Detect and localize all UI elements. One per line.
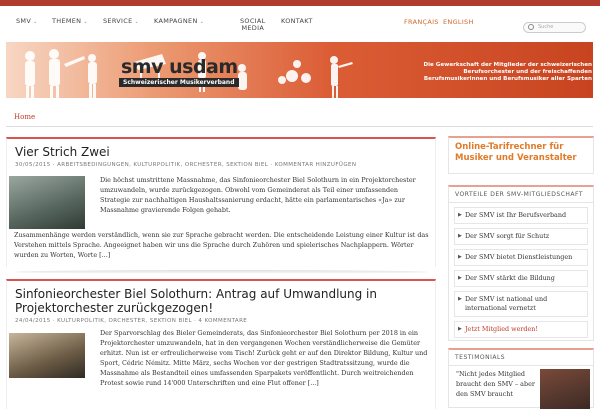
- nav-item-kampagnen[interactable]: KAMPAGNEN ⌄: [154, 17, 205, 25]
- vorteile-heading: VORTEILE DER SMV-MITGLIEDSCHAFT: [449, 187, 593, 203]
- testimonial-photo: [540, 369, 590, 409]
- chevron-right-icon: ▶: [458, 254, 462, 260]
- post-title[interactable]: Sinfonieorchester Biel Solothurn: Antrag auf Umwandlung in Projektorchester zurückgezogen!: [15, 287, 377, 315]
- content-divider: [6, 126, 593, 127]
- breadcrumb-home[interactable]: Home: [14, 113, 36, 121]
- chevron-right-icon: ▶: [458, 326, 462, 332]
- chevron-right-icon: ▶: [458, 296, 462, 302]
- header-banner[interactable]: [6, 42, 593, 98]
- post-excerpt-2: Zusammenhänge werden verständlich, wenn sie zur Sprache gebracht werden. Die entscheidende Leistung einer Kultur ist das Verstehen mittels Sprache. Angeeignet haben wir uns die Sprache durch Zuhören und spielerisches Nachplappern. Wörter wurden zu Worten, Worte [...]: [14, 231, 429, 259]
- chevron-down-icon: ⌄: [199, 19, 205, 25]
- chevron-down-icon: ⌄: [134, 19, 140, 25]
- nav-item-service[interactable]: SERVICE ⌄: [103, 17, 140, 25]
- vorteil-vernetzt-link[interactable]: ▶ Der SMV ist national und international vernetzt: [454, 291, 588, 317]
- smv-logo-text: smv usdam: [121, 56, 238, 78]
- nav-item-social-media[interactable]: SOCIAL MEDIA: [240, 17, 266, 32]
- post-excerpt: Die höchst umstrittene Massnahme, das Sinfonieorchester Biel Solothurn in ein Projektorchester umzuwandeln, wurde zurückgezogen. Obwohl vom Gemeinderat als Teil einer umfassenden Strategie zur nachhaltigen Haushaltssanierung erdacht, hätte ein parlamentarisches «Ja» zur Massnahme gravierende Folgen gehabt.: [100, 176, 416, 214]
- post-meta: 30/05/2015 · ARBEITSBEDINGUNGEN, KULTURPOLITIK, ORCHESTER, SEKTION BIEL · KOMMENTAR HINZUFÜGEN: [15, 162, 357, 168]
- lang-francais-link[interactable]: FRANÇAIS: [404, 18, 439, 26]
- search-placeholder: Suche: [538, 24, 554, 30]
- search-icon: [528, 24, 534, 30]
- testimonials-heading: TESTIMONIALS: [449, 350, 593, 366]
- vorteile-widget: [448, 185, 594, 341]
- post-meta: 24/04/2015 · KULTURPOLITIK, ORCHESTER, SEKTION BIEL · 4 KOMMENTARE: [15, 318, 248, 324]
- post-shadow: [14, 270, 428, 274]
- chevron-right-icon: ▶: [458, 275, 462, 281]
- banner-subtitle: Schweizerischer Musikerverband: [119, 78, 239, 87]
- top-accent-bar: [0, 0, 600, 6]
- post-thumbnail[interactable]: [9, 333, 85, 378]
- post-thumbnail[interactable]: [9, 176, 85, 229]
- chevron-right-icon: ▶: [458, 212, 462, 218]
- mitglied-werden-link[interactable]: ▶ Jetzt Mitglied werden!: [454, 321, 588, 338]
- banner-tagline: Die Gewerkschaft der Mitglieder der schweizerischen Berufsorchester und der freischaffenden Berufsmusikerinnen und Berufsmusiker aller Sparten: [423, 62, 592, 82]
- nav-item-themen[interactable]: THEMEN ⌄: [52, 17, 88, 25]
- nav-item-smv[interactable]: SMV ⌄: [16, 17, 38, 25]
- search-input[interactable]: [523, 22, 586, 33]
- vorteil-dienstleistungen-link[interactable]: ▶ Der SMV bietet Dienstleistungen: [454, 249, 588, 266]
- testimonials-widget: [448, 348, 594, 408]
- chevron-right-icon: ▶: [458, 233, 462, 239]
- post-title[interactable]: Vier Strich Zwei: [15, 145, 110, 159]
- nav-item-kontakt[interactable]: KONTAKT: [281, 17, 313, 25]
- vorteil-schutz-link[interactable]: ▶ Der SMV sorgt für Schutz: [454, 228, 588, 245]
- tarifrechner-link[interactable]: Online-Tarifrechner für Musiker und Veranstalter: [448, 136, 594, 174]
- chevron-down-icon: ⌄: [33, 19, 38, 25]
- lang-english-link[interactable]: ENGLISH: [443, 18, 474, 26]
- testimonial-quote: "Nicht jedes Mitglied braucht den SMV – aber den SMV braucht: [456, 370, 535, 398]
- vorteil-berufsverband-link[interactable]: ▶ Der SMV ist Ihr Berufsverband: [454, 207, 588, 224]
- chevron-down-icon: ⌄: [83, 19, 88, 25]
- main-navigation: [0, 14, 600, 36]
- post-excerpt: Der Sparvorschlag des Bieler Gemeinderats, das Sinfonieorchester Biel Solothurn per 2018 in ein Projektorchester umzuwandeln, hat in den vergangenen Wochen verständlicherweise die Gemüter erhitzt. Nun ist er erfreulicherweise vom Tisch! Zurück geht er auf den Direktor Bildung, Kultur und Sport, Cédric Némitz. Mitte März, sechs Wochen vor der gestrigen Stadtratssitzung, wurde die Massnahme als Bestandteil eines umfassenden Sparpakets veröffentlicht. Durch weitreichenden Protest sowie rund 14'000 Unterschriften und eine Flut offener [...]: [100, 329, 428, 387]
- vorteil-bildung-link[interactable]: ▶ Der SMV stärkt die Bildung: [454, 270, 588, 287]
